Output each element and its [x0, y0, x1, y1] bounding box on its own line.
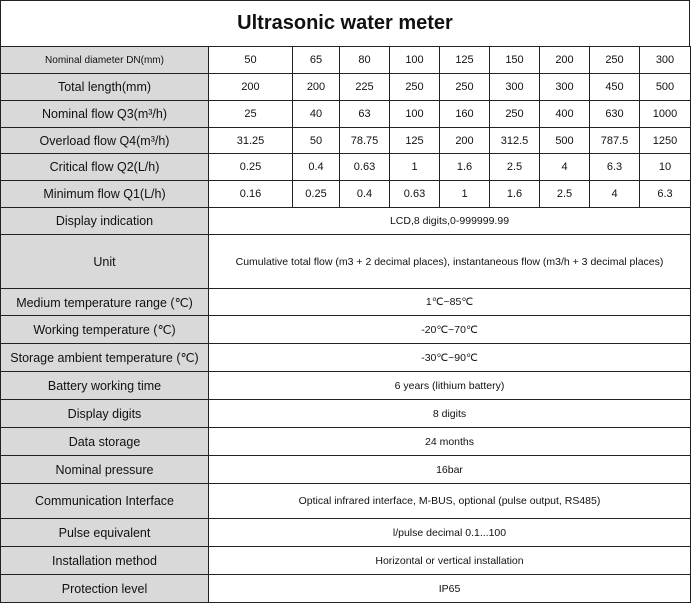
cell-q4: 78.75 [340, 128, 390, 154]
cell-q3: 63 [340, 101, 390, 128]
cell-length: 300 [490, 74, 540, 101]
cell-q3: 100 [390, 101, 440, 128]
cell-q2: 1 [390, 154, 440, 181]
label-communication-interface: Communication Interface [1, 484, 209, 519]
value-installation-method: Horizontal or vertical installation [209, 547, 691, 575]
label-storage-temperature: Storage ambient temperature (℃) [1, 344, 209, 372]
cell-dn: 200 [540, 47, 590, 74]
row-nominal-flow [1, 101, 691, 128]
label-working-temperature: Working temperature (℃) [1, 316, 209, 344]
cell-q1: 0.25 [293, 181, 340, 208]
cell-length: 200 [293, 74, 340, 101]
row-display-digits [1, 400, 691, 428]
value-display-digits: 8 digits [209, 400, 691, 428]
row-critical-flow [1, 154, 691, 181]
cell-q2: 0.25 [209, 154, 293, 181]
row-nominal-diameter [1, 47, 691, 74]
label-nominal-diameter: Nominal diameter DN(mm) [1, 47, 209, 74]
row-nominal-pressure [1, 456, 691, 484]
cell-q4: 125 [390, 128, 440, 154]
cell-q4: 1250 [640, 128, 691, 154]
value-nominal-pressure: 16bar [209, 456, 691, 484]
cell-q1: 6.3 [640, 181, 691, 208]
value-medium-temperature: 1℃~85℃ [209, 289, 691, 316]
label-display-indication: Display indication [1, 208, 209, 235]
cell-dn: 50 [209, 47, 293, 74]
row-minimum-flow [1, 181, 691, 208]
cell-length: 250 [440, 74, 490, 101]
value-storage-temperature: -30℃~90℃ [209, 344, 691, 372]
cell-q4: 787.5 [590, 128, 640, 154]
spec-table [0, 46, 691, 603]
row-communication-interface [1, 484, 691, 519]
cell-q2: 2.5 [490, 154, 540, 181]
label-medium-temperature: Medium temperature range (℃) [1, 289, 209, 316]
label-total-length: Total length(mm) [1, 74, 209, 101]
cell-dn: 65 [293, 47, 340, 74]
cell-q2: 1.6 [440, 154, 490, 181]
row-storage-temperature [1, 344, 691, 372]
cell-q1: 1.6 [490, 181, 540, 208]
row-display-indication [1, 208, 691, 235]
cell-q3: 400 [540, 101, 590, 128]
cell-q3: 250 [490, 101, 540, 128]
value-communication-interface: Optical infrared interface, M-BUS, optional (pulse output, RS485) [209, 484, 691, 519]
cell-length: 200 [209, 74, 293, 101]
cell-q4: 50 [293, 128, 340, 154]
row-overload-flow [1, 128, 691, 154]
row-pulse-equivalent [1, 519, 691, 547]
row-medium-temperature [1, 289, 691, 316]
cell-length: 500 [640, 74, 691, 101]
table-title: Ultrasonic water meter [0, 0, 690, 46]
cell-q2: 0.63 [340, 154, 390, 181]
cell-dn: 300 [640, 47, 691, 74]
label-overload-flow: Overload flow Q4(m³/h) [1, 128, 209, 154]
row-working-temperature [1, 316, 691, 344]
cell-q3: 160 [440, 101, 490, 128]
label-nominal-pressure: Nominal pressure [1, 456, 209, 484]
cell-q4: 31.25 [209, 128, 293, 154]
cell-dn: 125 [440, 47, 490, 74]
cell-q1: 0.4 [340, 181, 390, 208]
cell-q2: 10 [640, 154, 691, 181]
cell-q3: 1000 [640, 101, 691, 128]
cell-dn: 80 [340, 47, 390, 74]
row-total-length [1, 74, 691, 101]
cell-length: 225 [340, 74, 390, 101]
row-unit [1, 235, 691, 289]
label-protection-level: Protection level [1, 575, 209, 603]
row-battery-time [1, 372, 691, 400]
cell-q2: 4 [540, 154, 590, 181]
value-battery-time: 6 years (lithium battery) [209, 372, 691, 400]
cell-q2: 6.3 [590, 154, 640, 181]
value-pulse-equivalent: l/pulse decimal 0.1...100 [209, 519, 691, 547]
label-installation-method: Installation method [1, 547, 209, 575]
label-display-digits: Display digits [1, 400, 209, 428]
label-unit: Unit [1, 235, 209, 289]
value-working-temperature: -20℃~70℃ [209, 316, 691, 344]
row-protection-level [1, 575, 691, 603]
row-installation-method [1, 547, 691, 575]
cell-q1: 2.5 [540, 181, 590, 208]
cell-q1: 4 [590, 181, 640, 208]
cell-q4: 200 [440, 128, 490, 154]
cell-q3: 25 [209, 101, 293, 128]
cell-q3: 630 [590, 101, 640, 128]
row-data-storage [1, 428, 691, 456]
cell-length: 250 [390, 74, 440, 101]
value-unit: Cumulative total flow (m3 + 2 decimal places), instantaneous flow (m3/h + 3 decimal places) [209, 235, 691, 289]
cell-dn: 100 [390, 47, 440, 74]
cell-q4: 312.5 [490, 128, 540, 154]
label-nominal-flow: Nominal flow Q3(m³/h) [1, 101, 209, 128]
label-data-storage: Data storage [1, 428, 209, 456]
cell-q1: 1 [440, 181, 490, 208]
value-display-indication: LCD,8 digits,0-999999.99 [209, 208, 691, 235]
label-pulse-equivalent: Pulse equivalent [1, 519, 209, 547]
cell-length: 450 [590, 74, 640, 101]
label-battery-time: Battery working time [1, 372, 209, 400]
cell-dn: 250 [590, 47, 640, 74]
value-data-storage: 24 months [209, 428, 691, 456]
cell-q1: 0.16 [209, 181, 293, 208]
cell-q1: 0.63 [390, 181, 440, 208]
cell-q4: 500 [540, 128, 590, 154]
cell-q3: 40 [293, 101, 340, 128]
cell-q2: 0.4 [293, 154, 340, 181]
cell-dn: 150 [490, 47, 540, 74]
value-protection-level: IP65 [209, 575, 691, 603]
cell-length: 300 [540, 74, 590, 101]
label-minimum-flow: Minimum flow Q1(L/h) [1, 181, 209, 208]
label-critical-flow: Critical flow Q2(L/h) [1, 154, 209, 181]
